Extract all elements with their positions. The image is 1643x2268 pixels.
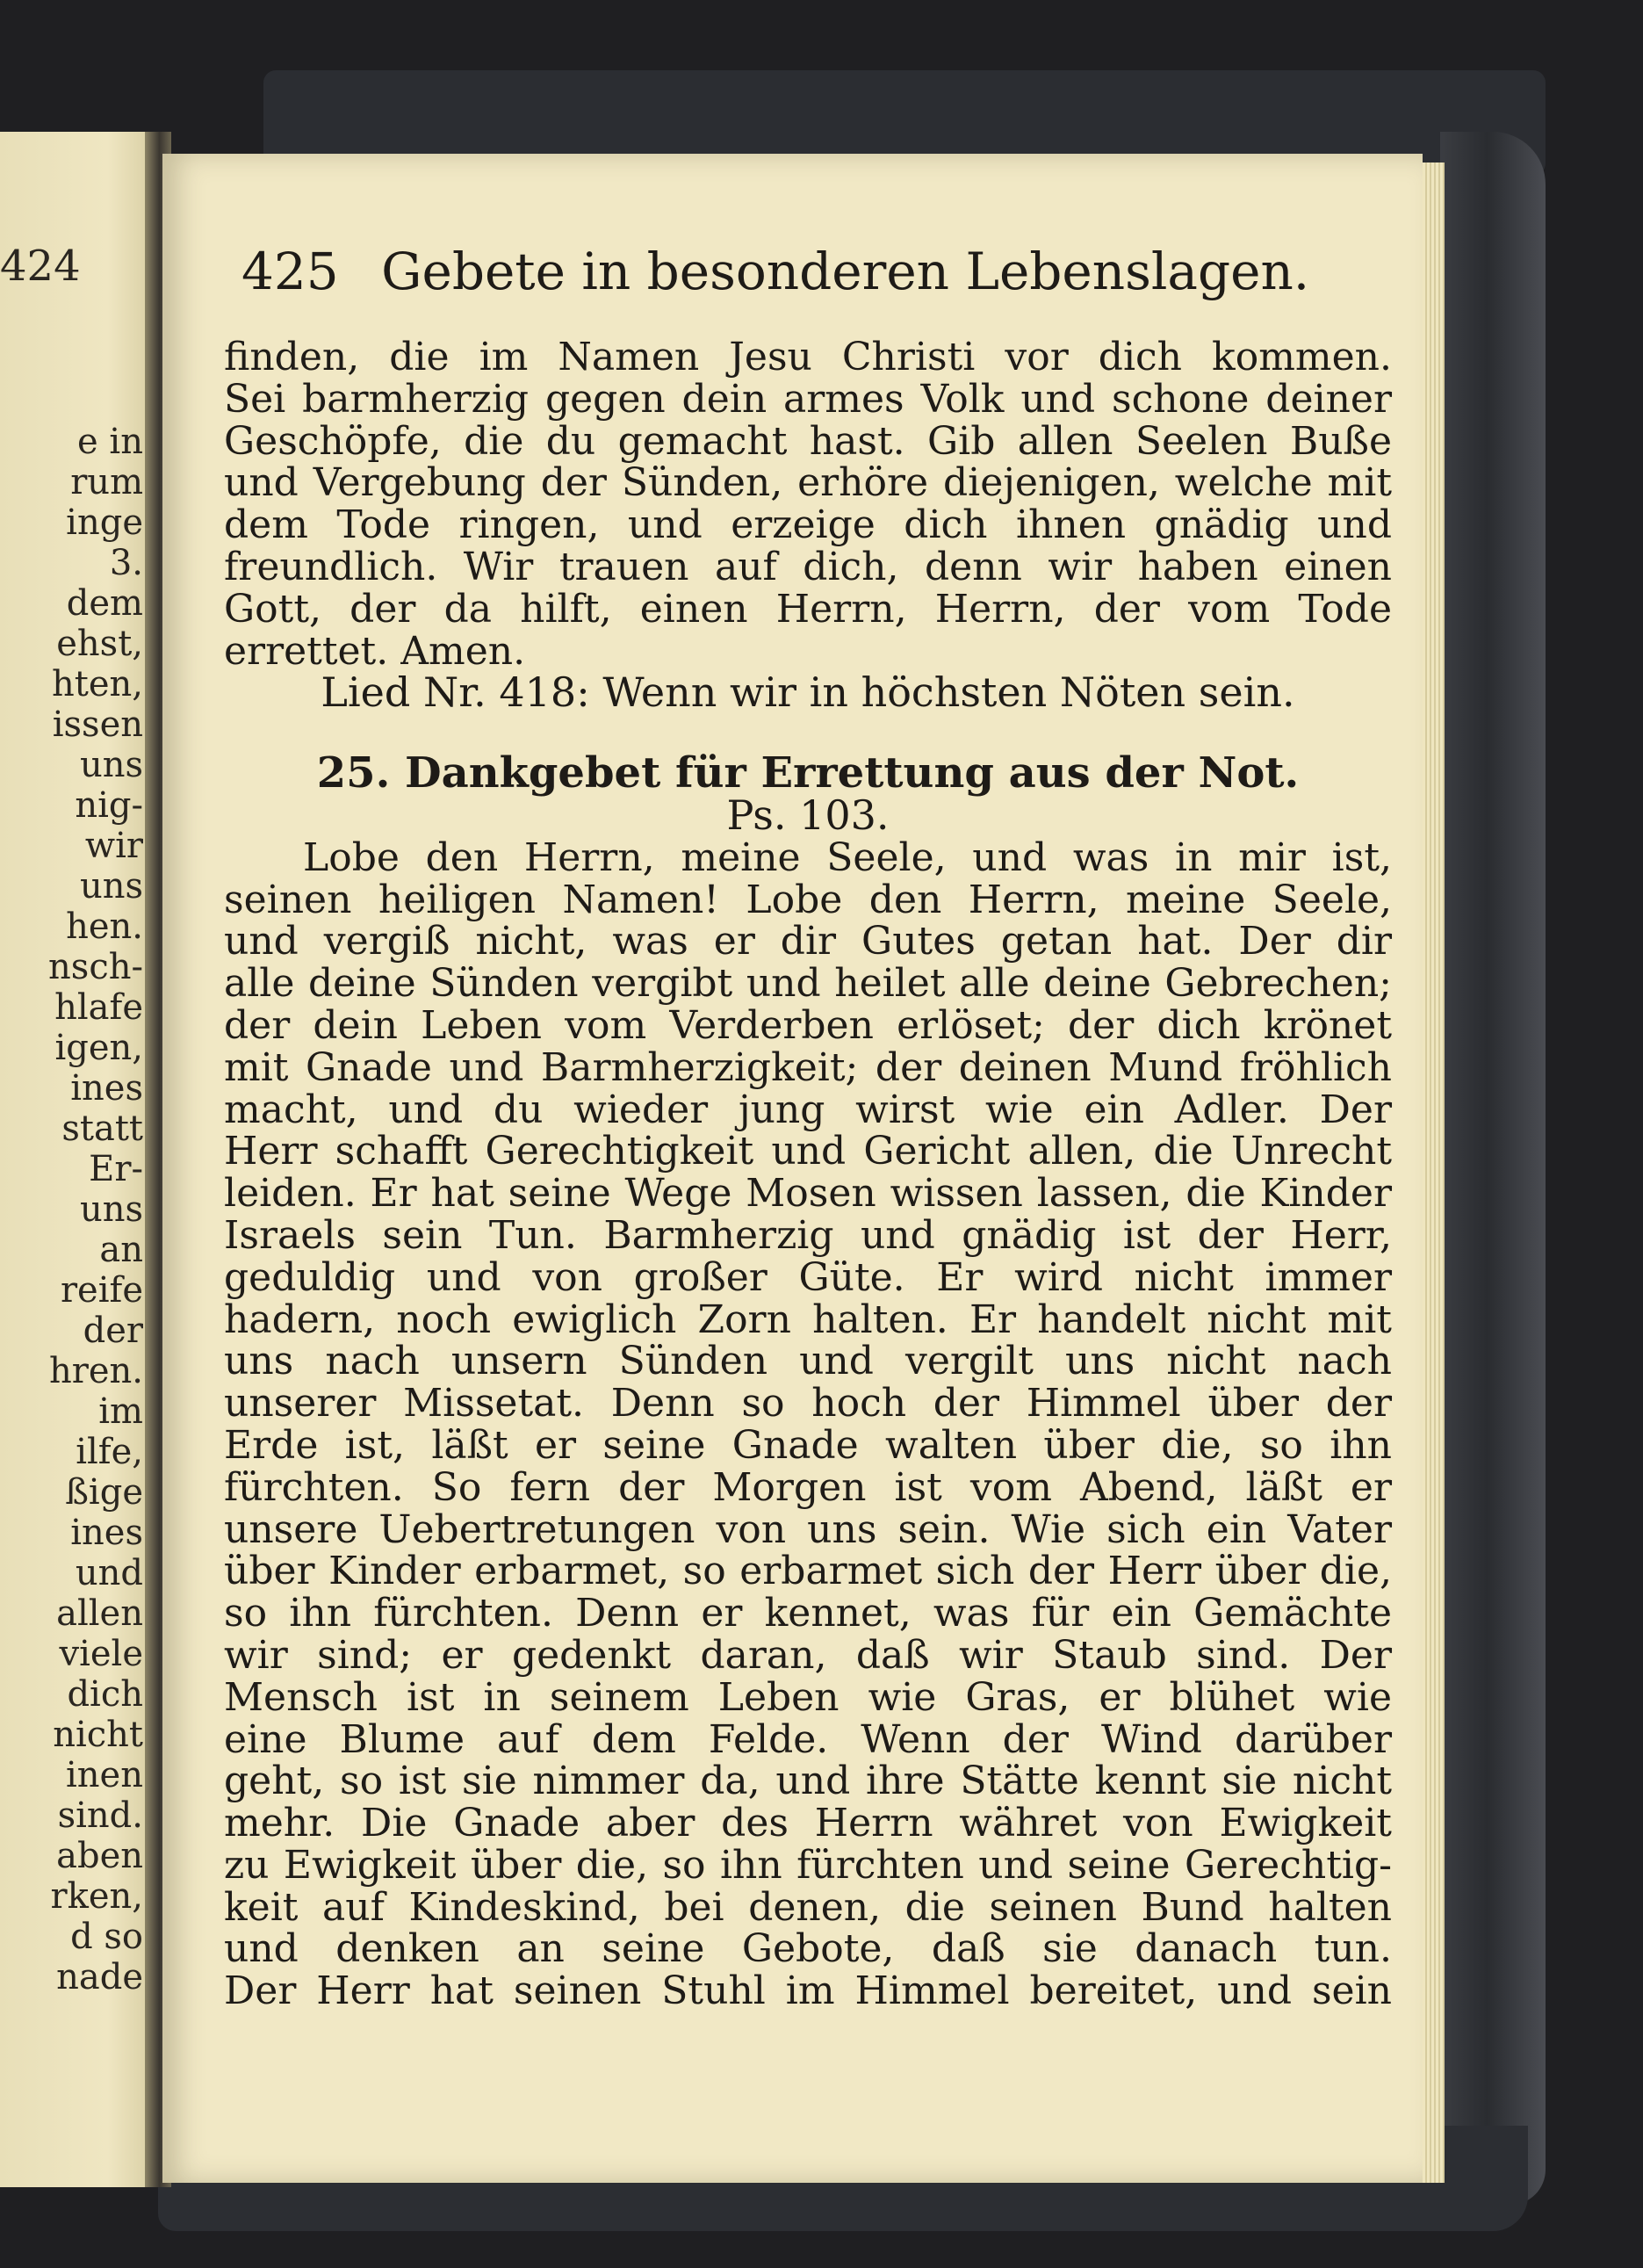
previous-page-line-end: d so <box>70 1917 143 1957</box>
previous-page-line-end: der <box>83 1311 143 1351</box>
previous-page-line-end: uns <box>79 1189 143 1230</box>
previous-page-line-end: viele <box>59 1634 143 1674</box>
previous-page-line-end: dem <box>66 583 143 624</box>
psalm-text-line: Israels sein Tun. Barmherzig und gnädig ist der Herr, <box>224 1212 1392 1258</box>
previous-page-line-end: und <box>75 1553 143 1593</box>
previous-page-line-end: ines <box>70 1513 143 1553</box>
psalm-text-line: macht, und du wieder jung wirst wie ein Adler. Der <box>224 1087 1392 1132</box>
psalm-text-line: unsere Uebertretungen von uns sein. Wie sich ein Vater <box>224 1506 1392 1552</box>
psalm-text-line: wir sind; er gedenkt daran, daß wir Staub sind. Der <box>224 1632 1392 1678</box>
psalm-text-line: eine Blume auf dem Felde. Wenn der Wind darüber <box>224 1716 1392 1762</box>
previous-page-line-end: statt <box>61 1109 143 1149</box>
psalm-text-line: seinen heiligen Namen! Lobe den Herrn, meine Seele, <box>224 877 1392 922</box>
page-number: 425 <box>241 242 339 301</box>
psalm-text-line: keit auf Kindeskind, bei denen, die seinen Bund halten <box>224 1884 1392 1930</box>
psalm-text-line: geht, so ist sie nimmer da, und ihre Stätte kennt sie nicht <box>224 1759 1392 1804</box>
previous-page-line-end: hlafe <box>54 987 143 1028</box>
previous-page-line-end: aben <box>56 1836 143 1876</box>
prayer-text-line: dem Tode ringen, und erzeige dich ihnen gnädig und <box>224 502 1392 548</box>
previous-page <box>0 132 154 2187</box>
section-gap <box>224 714 1392 753</box>
psalm-text-line: und denken an seine Gebote, daß sie danach tun. <box>224 1926 1392 1972</box>
psalm-reference: Ps. 103. <box>726 791 890 839</box>
previous-page-line-end: nade <box>56 1957 143 1997</box>
previous-page-line-end: ilfe, <box>76 1432 143 1472</box>
previous-page-line-end: sind. <box>57 1795 143 1836</box>
prayer-continuation <box>224 336 1392 672</box>
psalm-text-line: über Kinder erbarmet, so erbarmet sich der Herr über die, <box>224 1549 1392 1594</box>
previous-page-line-end: issen <box>52 704 143 745</box>
previous-page-line-end: hen. <box>66 906 143 947</box>
previous-page-line-end: inen <box>66 1755 143 1795</box>
previous-page-line-end: an <box>99 1230 143 1270</box>
prayer-text-line: finden, die im Namen Jesu Christi vor dich kommen. <box>224 335 1392 379</box>
hymn-reference: Lied Nr. 418: Wenn wir in höchsten Nöten sein. <box>321 668 1295 717</box>
previous-page-line-end: hten, <box>52 664 143 704</box>
previous-page-line-end: reife <box>60 1270 143 1311</box>
psalm-text-line: zu Ewigkeit über die, so ihn fürchten und seine Gerechtig- <box>224 1842 1392 1888</box>
previous-page-line-end: ehst, <box>56 624 143 664</box>
psalm-text-line: alle deine Sünden vergibt und heilet alle deine Gebrechen; <box>224 961 1392 1007</box>
psalm-text-line: und vergiß nicht, was er dir Gutes getan hat. Der dir <box>224 919 1392 964</box>
previous-page-line-end: dich <box>67 1674 143 1715</box>
psalm-text-line: leiden. Er hat seine Wege Mosen wissen lassen, die Kinder <box>224 1171 1392 1217</box>
psalm-text-line: mehr. Die Gnade aber des Herrn währet von Ewigkeit <box>224 1801 1392 1846</box>
page-body <box>224 336 1392 2012</box>
psalm-text-line: Lobe den Herrn, meine Seele, und was in mir ist, <box>303 834 1392 880</box>
section-heading: 25. Dankgebet für Errettung aus der Not. <box>316 748 1300 798</box>
current-page <box>162 154 1423 2183</box>
psalm-text-line: hadern, noch ewiglich Zorn halten. Er handelt nicht mit <box>224 1297 1392 1342</box>
previous-page-line-end: igen, <box>54 1028 143 1068</box>
psalm-text-line: uns nach unsern Sünden und vergilt uns nicht nach <box>224 1339 1392 1384</box>
previous-page-line-end: allen <box>56 1593 143 1634</box>
psalm-text-line: so ihn fürchten. Denn er kennet, was für ein Gemächte <box>224 1591 1392 1636</box>
psalm-text-line: geduldig und von großer Güte. Er wird nicht immer <box>224 1254 1392 1300</box>
previous-page-line-end: nicht <box>53 1715 143 1755</box>
psalm-text <box>224 834 1392 2014</box>
prayer-text-line: und Vergebung der Sünden, erhöre diejenigen, welche mit <box>224 460 1392 506</box>
running-header <box>241 242 1310 301</box>
previous-page-line-end: hren. <box>48 1351 143 1391</box>
previous-page-line-end: e in <box>77 422 143 462</box>
psalm-text-line: Herr schafft Gerechtigkeit und Gericht allen, die Unrecht <box>224 1129 1392 1174</box>
psalm-text-line: fürchten. So fern der Morgen ist vom Abend, läßt er <box>224 1464 1392 1510</box>
psalm-text-line: mit Gnade und Barmherzigkeit; der deinen Mund fröhlich <box>224 1044 1392 1090</box>
prayer-text-line: Geschöpfe, die du gemacht hast. Gib allen Seelen Buße <box>224 418 1392 464</box>
previous-page-line-ends <box>48 422 143 1997</box>
previous-page-line-end: 3. <box>109 543 143 583</box>
previous-page-line-end: ines <box>70 1068 143 1109</box>
psalm-text-line: Mensch ist in seinem Leben wie Gras, er blühet wie <box>224 1674 1392 1720</box>
prayer-text-line: Sei barmherzig gegen dein armes Volk und schone deiner <box>224 376 1392 422</box>
previous-page-number: 424 <box>0 242 81 291</box>
previous-page-line-end: ßige <box>65 1472 143 1513</box>
running-title: Gebete in besonderen Lebenslagen. <box>381 242 1310 301</box>
psalm-text-line: Der Herr hat seinen Stuhl im Himmel bereitet, und sein <box>224 1968 1392 2014</box>
prayer-text-line: Gott, der da hilft, einen Herrn, Herrn, der vom Tode <box>224 586 1392 632</box>
prayer-text-line: errettet. Amen. <box>224 628 526 674</box>
previous-page-line-end: rken, <box>50 1876 143 1917</box>
psalm-text-line: Erde ist, läßt er seine Gnade walten über die, so ihn <box>224 1422 1392 1468</box>
previous-page-line-end: uns <box>79 866 143 906</box>
previous-page-line-end: rum <box>70 462 143 502</box>
previous-page-line-end: nsch- <box>48 947 143 987</box>
psalm-text-line: unserer Missetat. Denn so hoch der Himmel über der <box>224 1381 1392 1427</box>
prayer-text-line: freundlich. Wir trauen auf dich, denn wir haben einen <box>224 544 1392 589</box>
psalm-text-line: der dein Leben vom Verderben erlöset; der dich krönet <box>224 1002 1392 1048</box>
book-cover-spine-edge <box>1440 132 1546 2205</box>
previous-page-line-end: nig- <box>75 785 143 826</box>
previous-page-line-end: wir <box>84 826 143 866</box>
previous-page-line-end: Er- <box>89 1149 143 1189</box>
previous-page-line-end: im <box>98 1391 143 1432</box>
previous-page-line-end: uns <box>79 745 143 785</box>
previous-page-line-end: inge <box>66 502 143 543</box>
